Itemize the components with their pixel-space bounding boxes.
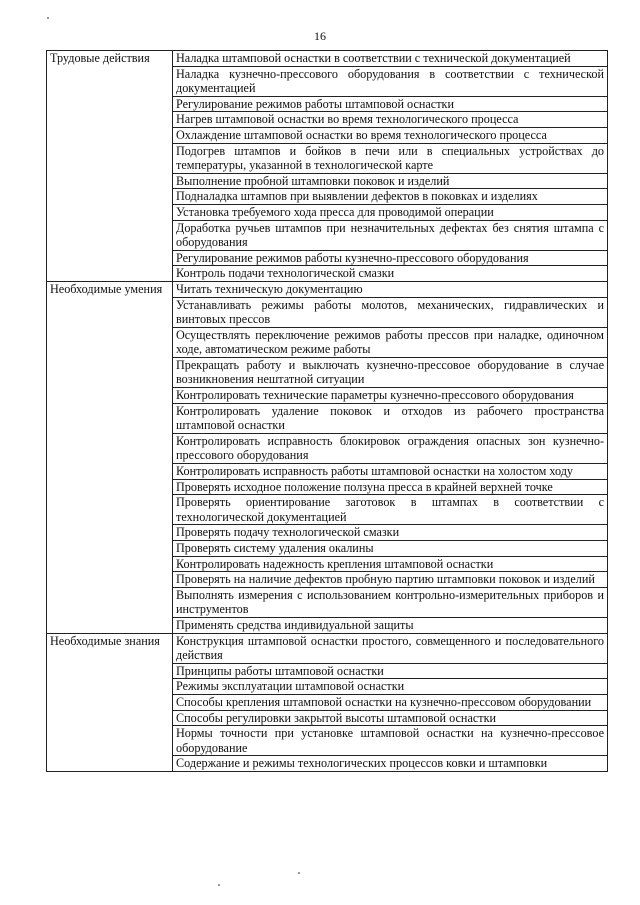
- section-item: Конструкция штамповой оснастки простого, совмещенного и последовательного действия: [173, 633, 608, 663]
- section-item: Проверять на наличие дефектов пробную партию штамповки поковок и изделий: [173, 572, 608, 588]
- section-item: Способы крепления штамповой оснастки на кузнечно-прессовом оборудовании: [173, 694, 608, 710]
- section-item: Нагрев штамповой оснастки во время технологического процесса: [173, 112, 608, 128]
- section-item: Контроль подачи технологической смазки: [173, 266, 608, 282]
- section-item: Выполнять измерения с использованием контрольно-измерительных приборов и инструментов: [173, 587, 608, 617]
- section-item: Выполнение пробной штамповки поковок и изделий: [173, 173, 608, 189]
- page-number: 16: [314, 29, 326, 43]
- section-item: Нормы точности при установке штамповой оснастки на кузнечно-прессовое оборудование: [173, 726, 608, 756]
- qualification-table: [46, 50, 608, 772]
- section-item: Установка требуемого хода пресса для проводимой операции: [173, 204, 608, 220]
- section-item: Содержание и режимы технологических процессов ковки и штамповки: [173, 756, 608, 772]
- section-label: Трудовые действия: [47, 51, 173, 282]
- section-item: Проверять ориентирование заготовок в штампах в соответствии с технологической документацией: [173, 495, 608, 525]
- section-item: Контролировать удаление поковок и отходов из рабочего пространства штамповой оснастки: [173, 403, 608, 433]
- section-item: Читать техническую документацию: [173, 281, 608, 297]
- scan-speck: [218, 884, 220, 886]
- table-row: [47, 633, 608, 663]
- section-item: Проверять подачу технологической смазки: [173, 525, 608, 541]
- section-label: Необходимые знания: [47, 633, 173, 771]
- section-item: Подогрев штампов и бойков в печи или в специальных устройствах до температуры, указанной в технологической карте: [173, 143, 608, 173]
- scan-speck: [298, 872, 300, 874]
- section-item: Доработка ручьев штампов при незначительных дефектах без снятия штампа с оборудования: [173, 220, 608, 250]
- section-item: Регулирование режимов работы кузнечно-прессового оборудования: [173, 250, 608, 266]
- section-item: Контролировать надежность крепления штамповой оснастки: [173, 556, 608, 572]
- section-item: Режимы эксплуатации штамповой оснастки: [173, 679, 608, 695]
- section-item: Осуществлять переключение режимов работы прессов при наладке, одиночном ходе, автоматическом режиме работы: [173, 327, 608, 357]
- section-label: Необходимые умения: [47, 281, 173, 633]
- section-item: Способы регулировки закрытой высоты штамповой оснастки: [173, 710, 608, 726]
- section-item: Проверять исходное положение ползуна пресса в крайней верхней точке: [173, 479, 608, 495]
- section-item: Принципы работы штамповой оснастки: [173, 663, 608, 679]
- section-item: Контролировать исправность работы штамповой оснастки на холостом ходу: [173, 464, 608, 480]
- table-row: [47, 51, 608, 67]
- section-item: Подналадка штампов при выявлении дефектов в поковках и изделиях: [173, 189, 608, 205]
- section-item: Контролировать технические параметры кузнечно-прессового оборудования: [173, 388, 608, 404]
- section-item: Применять средства индивидуальной защиты: [173, 617, 608, 633]
- section-item: Контролировать исправность блокировок ограждения опасных зон кузнечно-прессового оборудования: [173, 433, 608, 463]
- section-item: Наладка кузнечно-прессового оборудования в соответствии с технической документацией: [173, 66, 608, 96]
- section-item: Наладка штамповой оснастки в соответствии с технической документацией: [173, 51, 608, 67]
- section-item: Охлаждение штамповой оснастки во время технологического процесса: [173, 127, 608, 143]
- section-item: Проверять систему удаления окалины: [173, 541, 608, 557]
- section-item: Устанавливать режимы работы молотов, механических, гидравлических и винтовых прессов: [173, 297, 608, 327]
- scan-speck: [47, 17, 49, 19]
- table-row: [47, 281, 608, 297]
- section-item: Прекращать работу и выключать кузнечно-прессовое оборудование в случае возникновения нештатной ситуации: [173, 357, 608, 387]
- section-item: Регулирование режимов работы штамповой оснастки: [173, 96, 608, 112]
